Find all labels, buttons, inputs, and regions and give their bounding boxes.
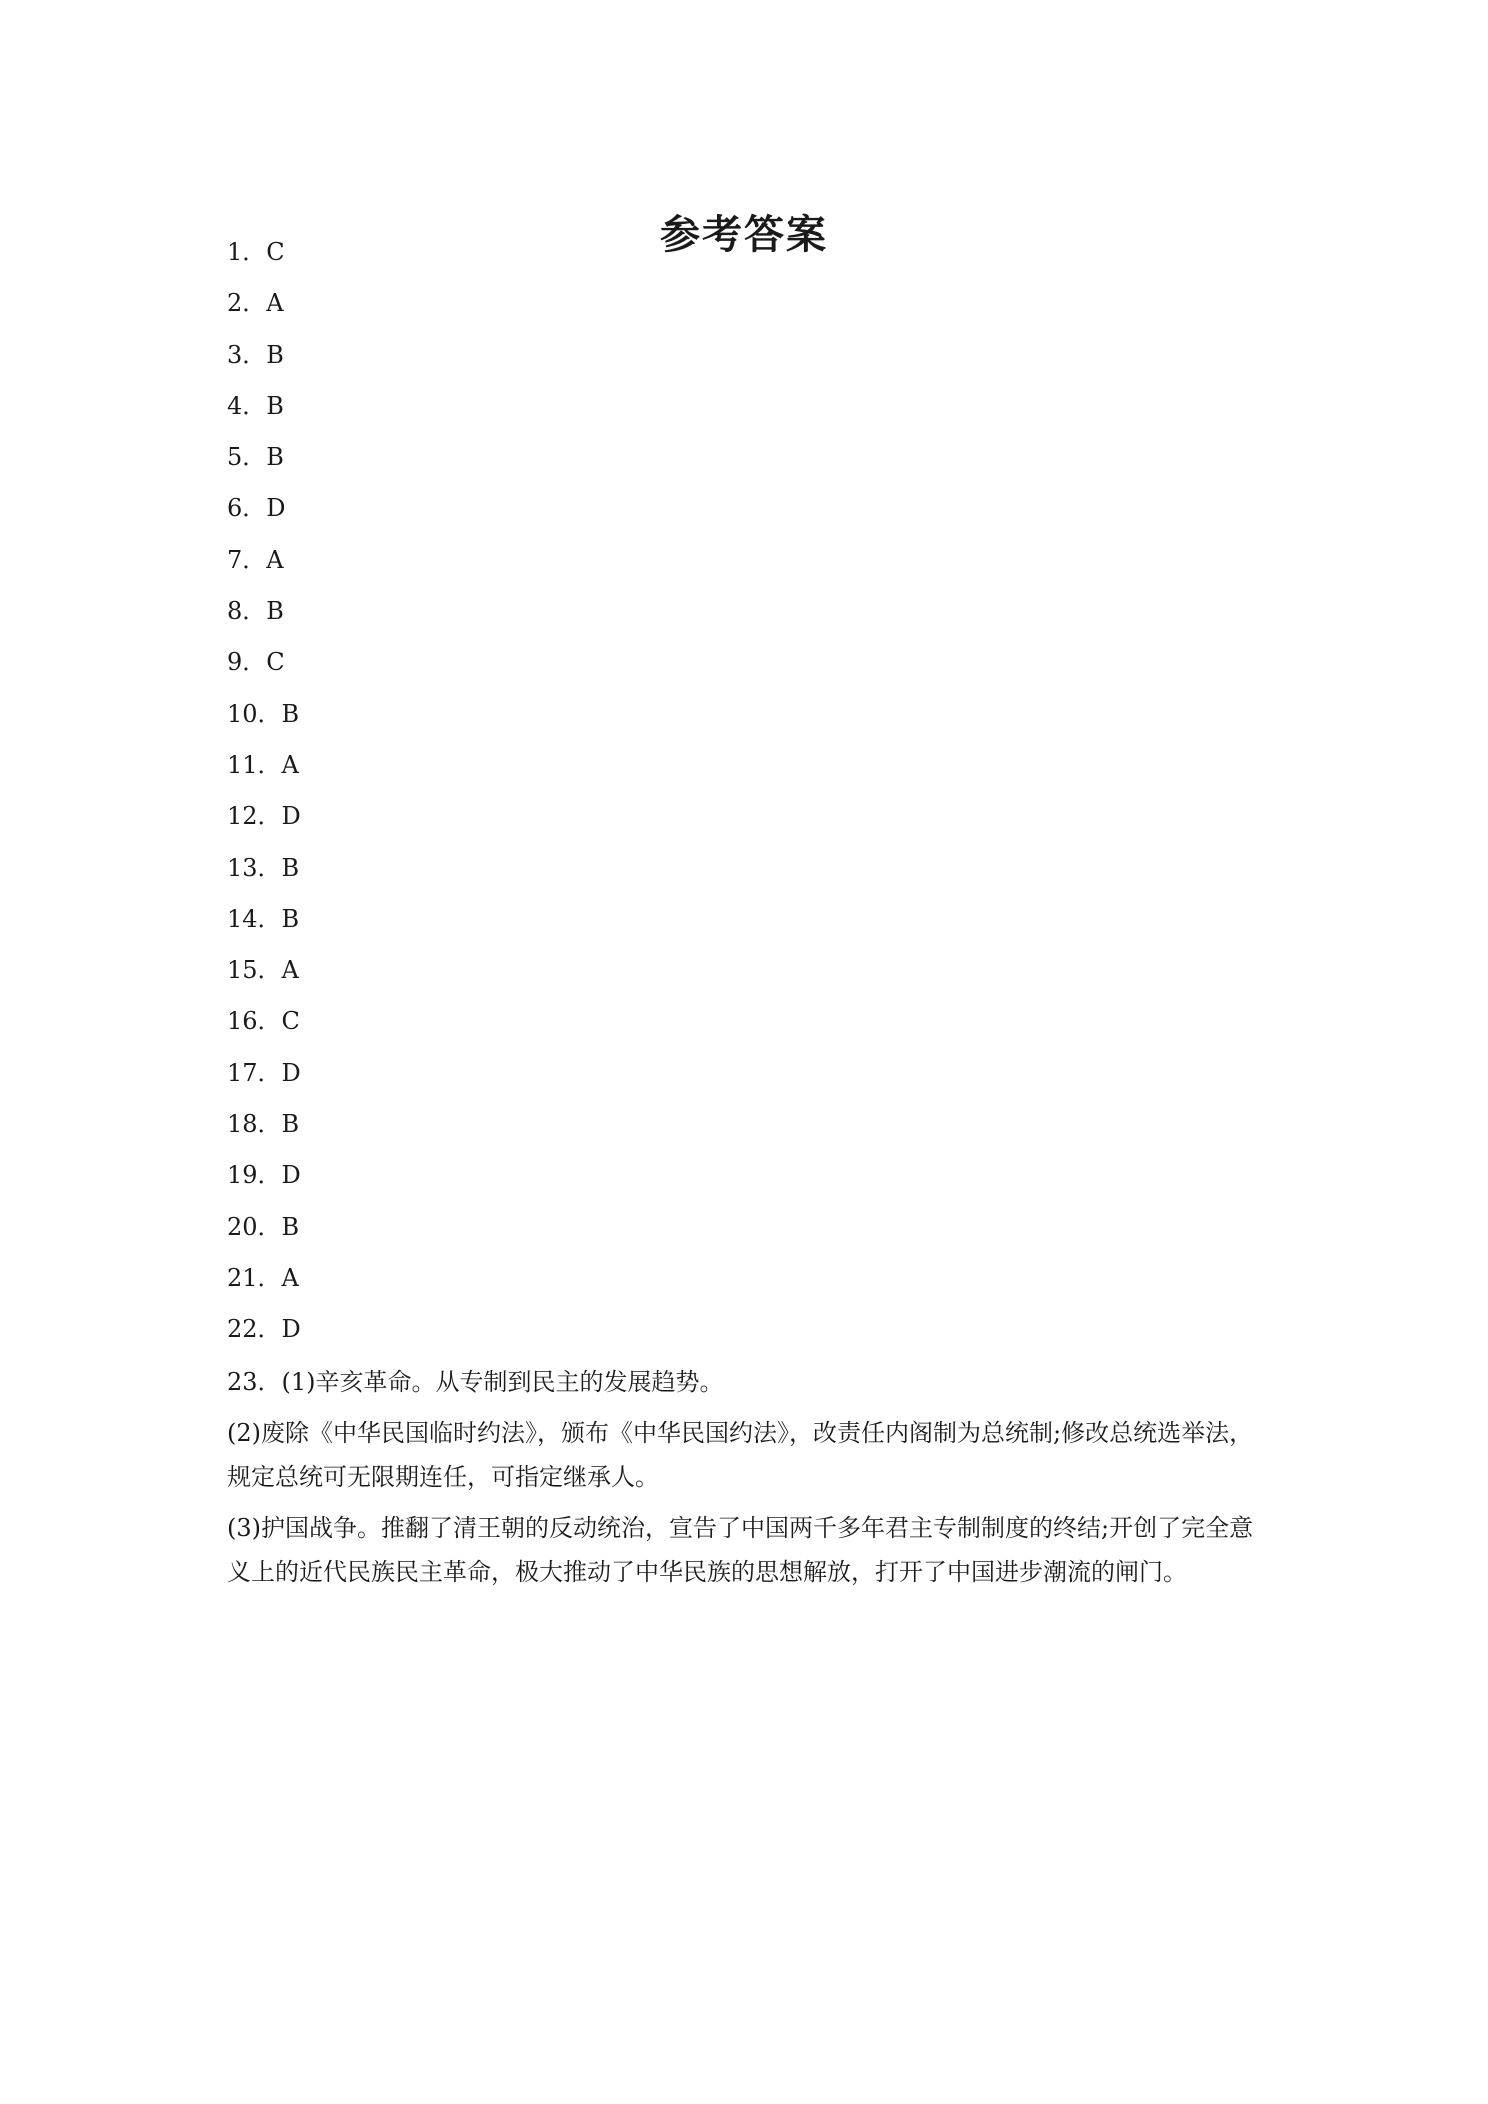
answer-item: 8．B [227, 597, 284, 626]
answer-item: 2．A [227, 289, 284, 318]
answer-item: 15．A [227, 956, 299, 985]
answer-item: 5．B [227, 443, 284, 472]
essay-answer-23 [227, 1360, 1267, 1601]
answer-item: 1．C [227, 238, 285, 266]
essay-part-1: 23．(1)辛亥革命。从专制到民主的发展趋势。 [227, 1368, 724, 1396]
answer-item: 10．B [227, 699, 300, 728]
answer-item: 16．C [227, 1007, 300, 1036]
answer-item: 13．B [227, 853, 300, 882]
answer-item: 21．A [227, 1263, 299, 1292]
answer-item: 3．B [227, 340, 284, 369]
answer-item: 4．B [227, 391, 284, 420]
answer-item: 20．B [227, 1212, 300, 1241]
answer-item: 12．D [227, 802, 301, 831]
answer-item: 19．D [227, 1161, 301, 1190]
answer-item: 9．C [227, 648, 285, 677]
answer-item: 7．A [227, 545, 284, 574]
answer-item: 14．B [227, 904, 300, 933]
answer-list [227, 232, 301, 1361]
answer-item: 11．A [227, 750, 299, 779]
answer-item: 17．D [227, 1058, 301, 1087]
answer-item: 6．D [227, 494, 286, 523]
answer-item: 22．D [227, 1315, 301, 1344]
essay-part-2: (2)废除《中华民国临时约法》，颁布《中华民国约法》，改责任内阁制为总统制;修改总统选举法，规定总统可无限期连任，可指定继承人。 [227, 1418, 1254, 1491]
essay-part-3: (3)护国战争。推翻了清王朝的反动统治，宣告了中国两千多年君主专制制度的终结;开创了完全意义上的近代民族民主革命，极大推动了中华民族的思想解放，打开了中国进步潮流的闸门。 [227, 1513, 1254, 1586]
page-title: 参考答案 [660, 211, 828, 258]
answer-item: 18．B [227, 1110, 300, 1139]
